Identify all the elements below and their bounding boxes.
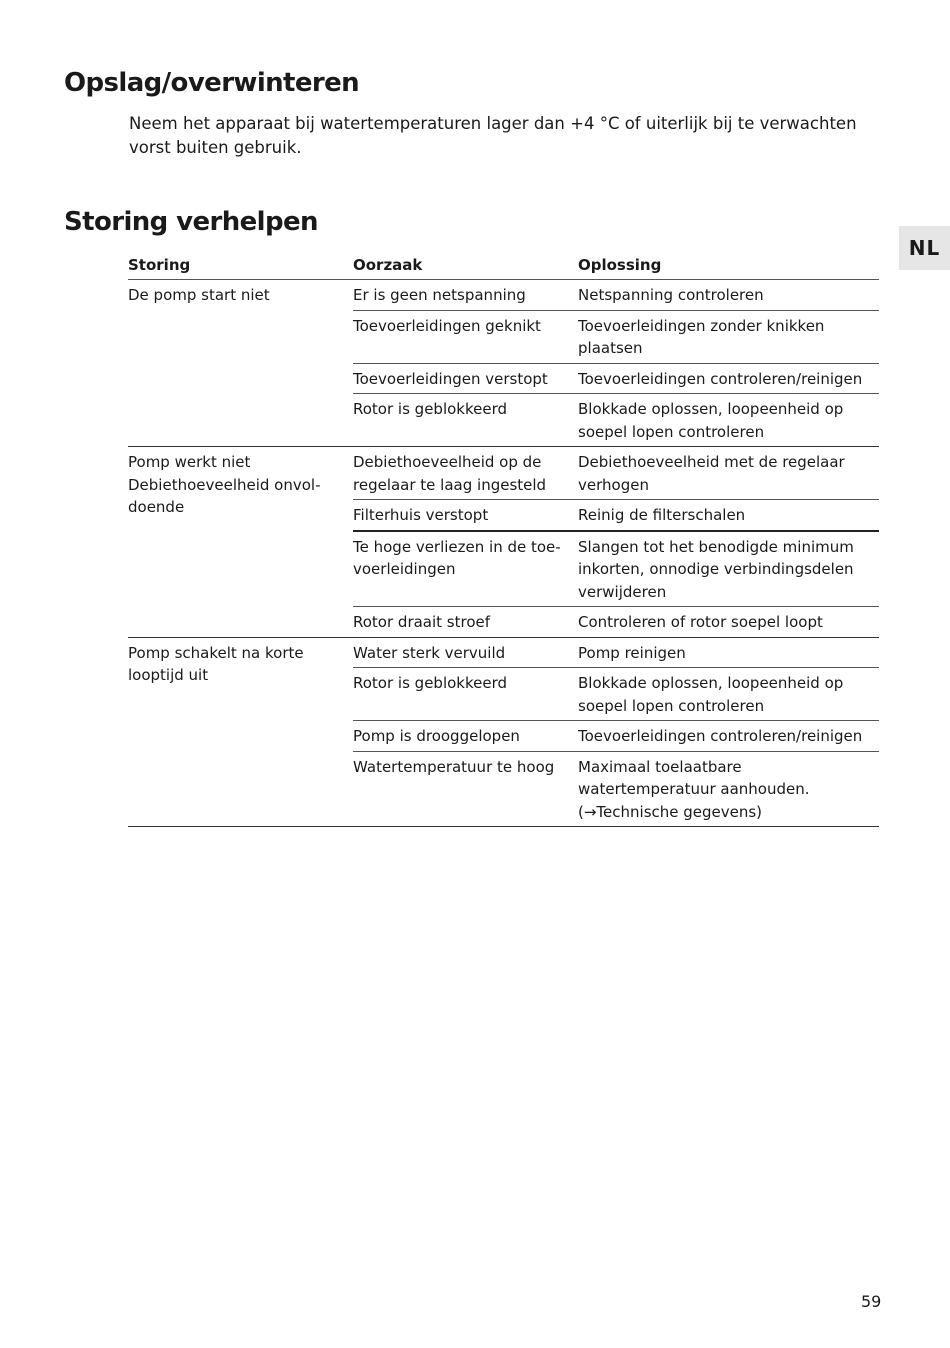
cause-cell: Rotor is geblokkeerd — [353, 400, 508, 418]
table-row — [353, 280, 879, 311]
table-row — [353, 752, 879, 827]
solution-cell: Blokkade oplossen, loopeenheid op soepel lopen controleren — [578, 674, 844, 715]
table-group — [128, 638, 879, 828]
cause-cell: Watertemperatuur te hoog — [353, 757, 555, 776]
solution-cell: Maximaal toelaatbare watertemperatuur aanhouden. (→Technische gegevens) — [578, 757, 810, 821]
cause-cell: Pomp is drooggelopen — [353, 727, 520, 745]
table-row — [353, 668, 879, 721]
solution-cell: Pomp reinigen — [578, 643, 686, 662]
cause-cell: Er is geen netspanning — [353, 286, 526, 304]
cause-cell: Water sterk vervuild — [353, 643, 506, 662]
table-group — [128, 447, 879, 638]
table-row — [353, 394, 879, 446]
solution-cell: Toevoerleidingen zonder knikken plaatsen — [578, 316, 825, 357]
table-row — [353, 364, 879, 395]
solution-cell: Controleren of rotor soepel loopt — [578, 613, 823, 631]
solution-cell: Reinig de filterschalen — [578, 506, 746, 524]
symptom-cell: De pomp start niet — [128, 286, 270, 304]
table-row — [353, 638, 879, 669]
table-row — [353, 500, 879, 532]
cause-cell: Rotor draait stroef — [353, 613, 491, 631]
solution-cell: Toevoerleidingen controleren/reinigen — [578, 727, 863, 745]
cause-cell: Toevoerleidingen geknikt — [353, 316, 541, 335]
cause-cell: Te hoge verliezen in de toevoerleidingen — [353, 537, 561, 578]
header-storing: Storing — [128, 255, 191, 274]
table-row — [353, 532, 879, 608]
header-oorzaak: Oorzaak — [353, 255, 423, 274]
table-row — [353, 311, 879, 364]
cause-cell: Toevoerleidingen verstopt — [353, 369, 548, 388]
solution-cell: Netspanning controleren — [578, 286, 764, 304]
table-row — [353, 721, 879, 752]
language-tab: NL — [899, 226, 950, 270]
table-row — [353, 447, 879, 500]
solution-cell: Debiethoeveelheid met de regelaar verhogen — [578, 453, 845, 494]
header-oplossing: Oplossing — [578, 255, 662, 274]
symptom-cell: Pomp schakelt na korte looptijd uit — [128, 643, 304, 684]
cause-cell: Rotor is geblokkeerd — [353, 674, 508, 692]
cause-cell: Filterhuis verstopt — [353, 506, 489, 524]
table-group — [128, 280, 879, 447]
heading-troubleshooting: Storing verhelpen — [64, 207, 318, 237]
solution-cell: Slangen tot het benodigde minimum inkorten, onnodige verbindingsdelen verwijderen — [578, 537, 854, 601]
solution-cell: Toevoerleidingen controleren/reinigen — [578, 369, 863, 388]
table-header-row — [128, 250, 879, 280]
troubleshooting-table — [128, 250, 879, 827]
symptom-cell: Pomp werkt niet Debiethoeveelheid onvoldoende — [128, 453, 321, 516]
page-number: 59 — [861, 1292, 882, 1311]
solution-cell: Blokkade oplossen, loopeenheid op soepel lopen controleren — [578, 400, 844, 441]
table-row — [353, 607, 879, 637]
storage-paragraph: Neem het apparaat bij watertemperaturen lager dan +4 °C of uiterlijk bij te verwachten vorst buiten gebruik. — [129, 114, 857, 157]
heading-storage: Opslag/overwinteren — [64, 68, 360, 98]
cause-cell: Debiethoeveelheid op de regelaar te laag ingesteld — [353, 453, 547, 494]
